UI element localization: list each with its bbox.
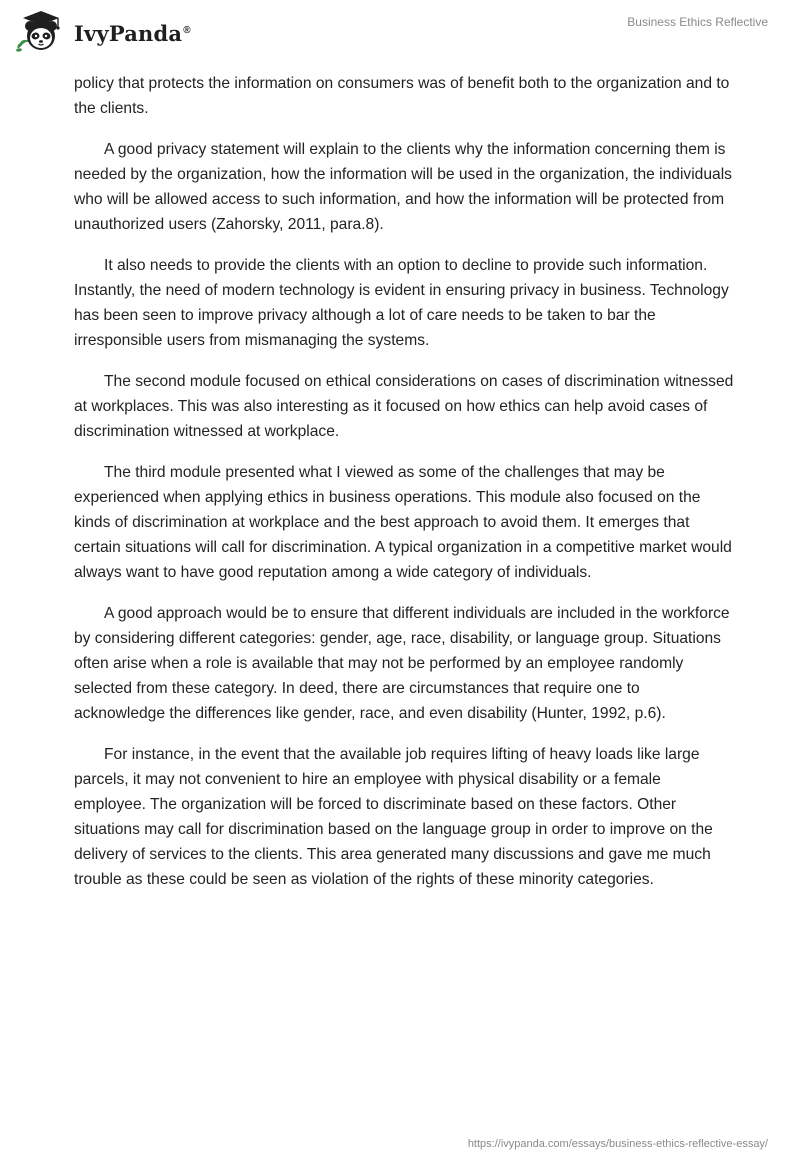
paragraph-4: The second module focused on ethical considerations on cases of discrimination witnessed at workplaces. This was also interesting as it focused on how ethics can help avoid cases of discrimination witnessed at workplace.: [74, 373, 734, 440]
paragraph-7: For instance, in the event that the available job requires lifting of heavy loads like large parcels, it may not convenient to hire an employee with physical disability or a female employee. The organization will be forced to discriminate based on these factors. Other situations may call for discrimination based on the language group in order to improve on the delivery of services to the clients. This area generated many discussions and gave me much trouble as these could be seen as violation of the rights of these minority categories.: [74, 746, 713, 888]
paragraph-5: The third module presented what I viewed as some of the challenges that may be experienced when applying ethics in business operations. This module also focused on the kinds of discrimination at workplace and the best approach to avoid them. It emerges that certain situations will call for discrimination. A typical organization in a competitive market would always want to have good reputation among a wide category of individuals.: [74, 464, 732, 581]
paragraph-6: A good approach would be to ensure that different individuals are included in the workforce by considering different categories: gender, age, race, disability, or language group. Situations often arise when a role is available that may not be performed by an employee randomly selected from these category. In deed, there are circumstances that require one to acknowledge the differences like gender, race, and even disability (Hunter, 1992, p.6).: [74, 605, 730, 722]
paragraph-1: policy that protects the information on consumers was of benefit both to the organization and to the clients.: [74, 75, 730, 117]
ivypanda-logo[interactable]: [14, 8, 191, 56]
paragraph-3: It also needs to provide the clients with an option to decline to provide such information. Instantly, the need of modern technology is evident in ensuring privacy in business. Technology has been seen to improve privacy although a lot of care needs to be taken to bar the irresponsible users from mismanaging the systems.: [74, 257, 729, 349]
brand-name: IvyPanda®: [74, 20, 191, 46]
source-url-link[interactable]: https://ivypanda.com/essays/business-ethics-reflective-essay/: [467, 1138, 768, 1150]
document-title: Business Ethics Reflective: [627, 15, 768, 29]
registered-mark: ®: [183, 24, 191, 36]
essay-body: [74, 71, 734, 908]
panda-graduate-icon: [14, 8, 66, 56]
page-header: [0, 0, 800, 64]
paragraph-2: A good privacy statement will explain to the clients why the information concerning them is needed by the organization, how the information will be used in the organization, the individuals who will be allowed access to such information, and how the information will be protected from unauthorized users (Zahorsky, 2011, para.8).: [74, 141, 732, 233]
